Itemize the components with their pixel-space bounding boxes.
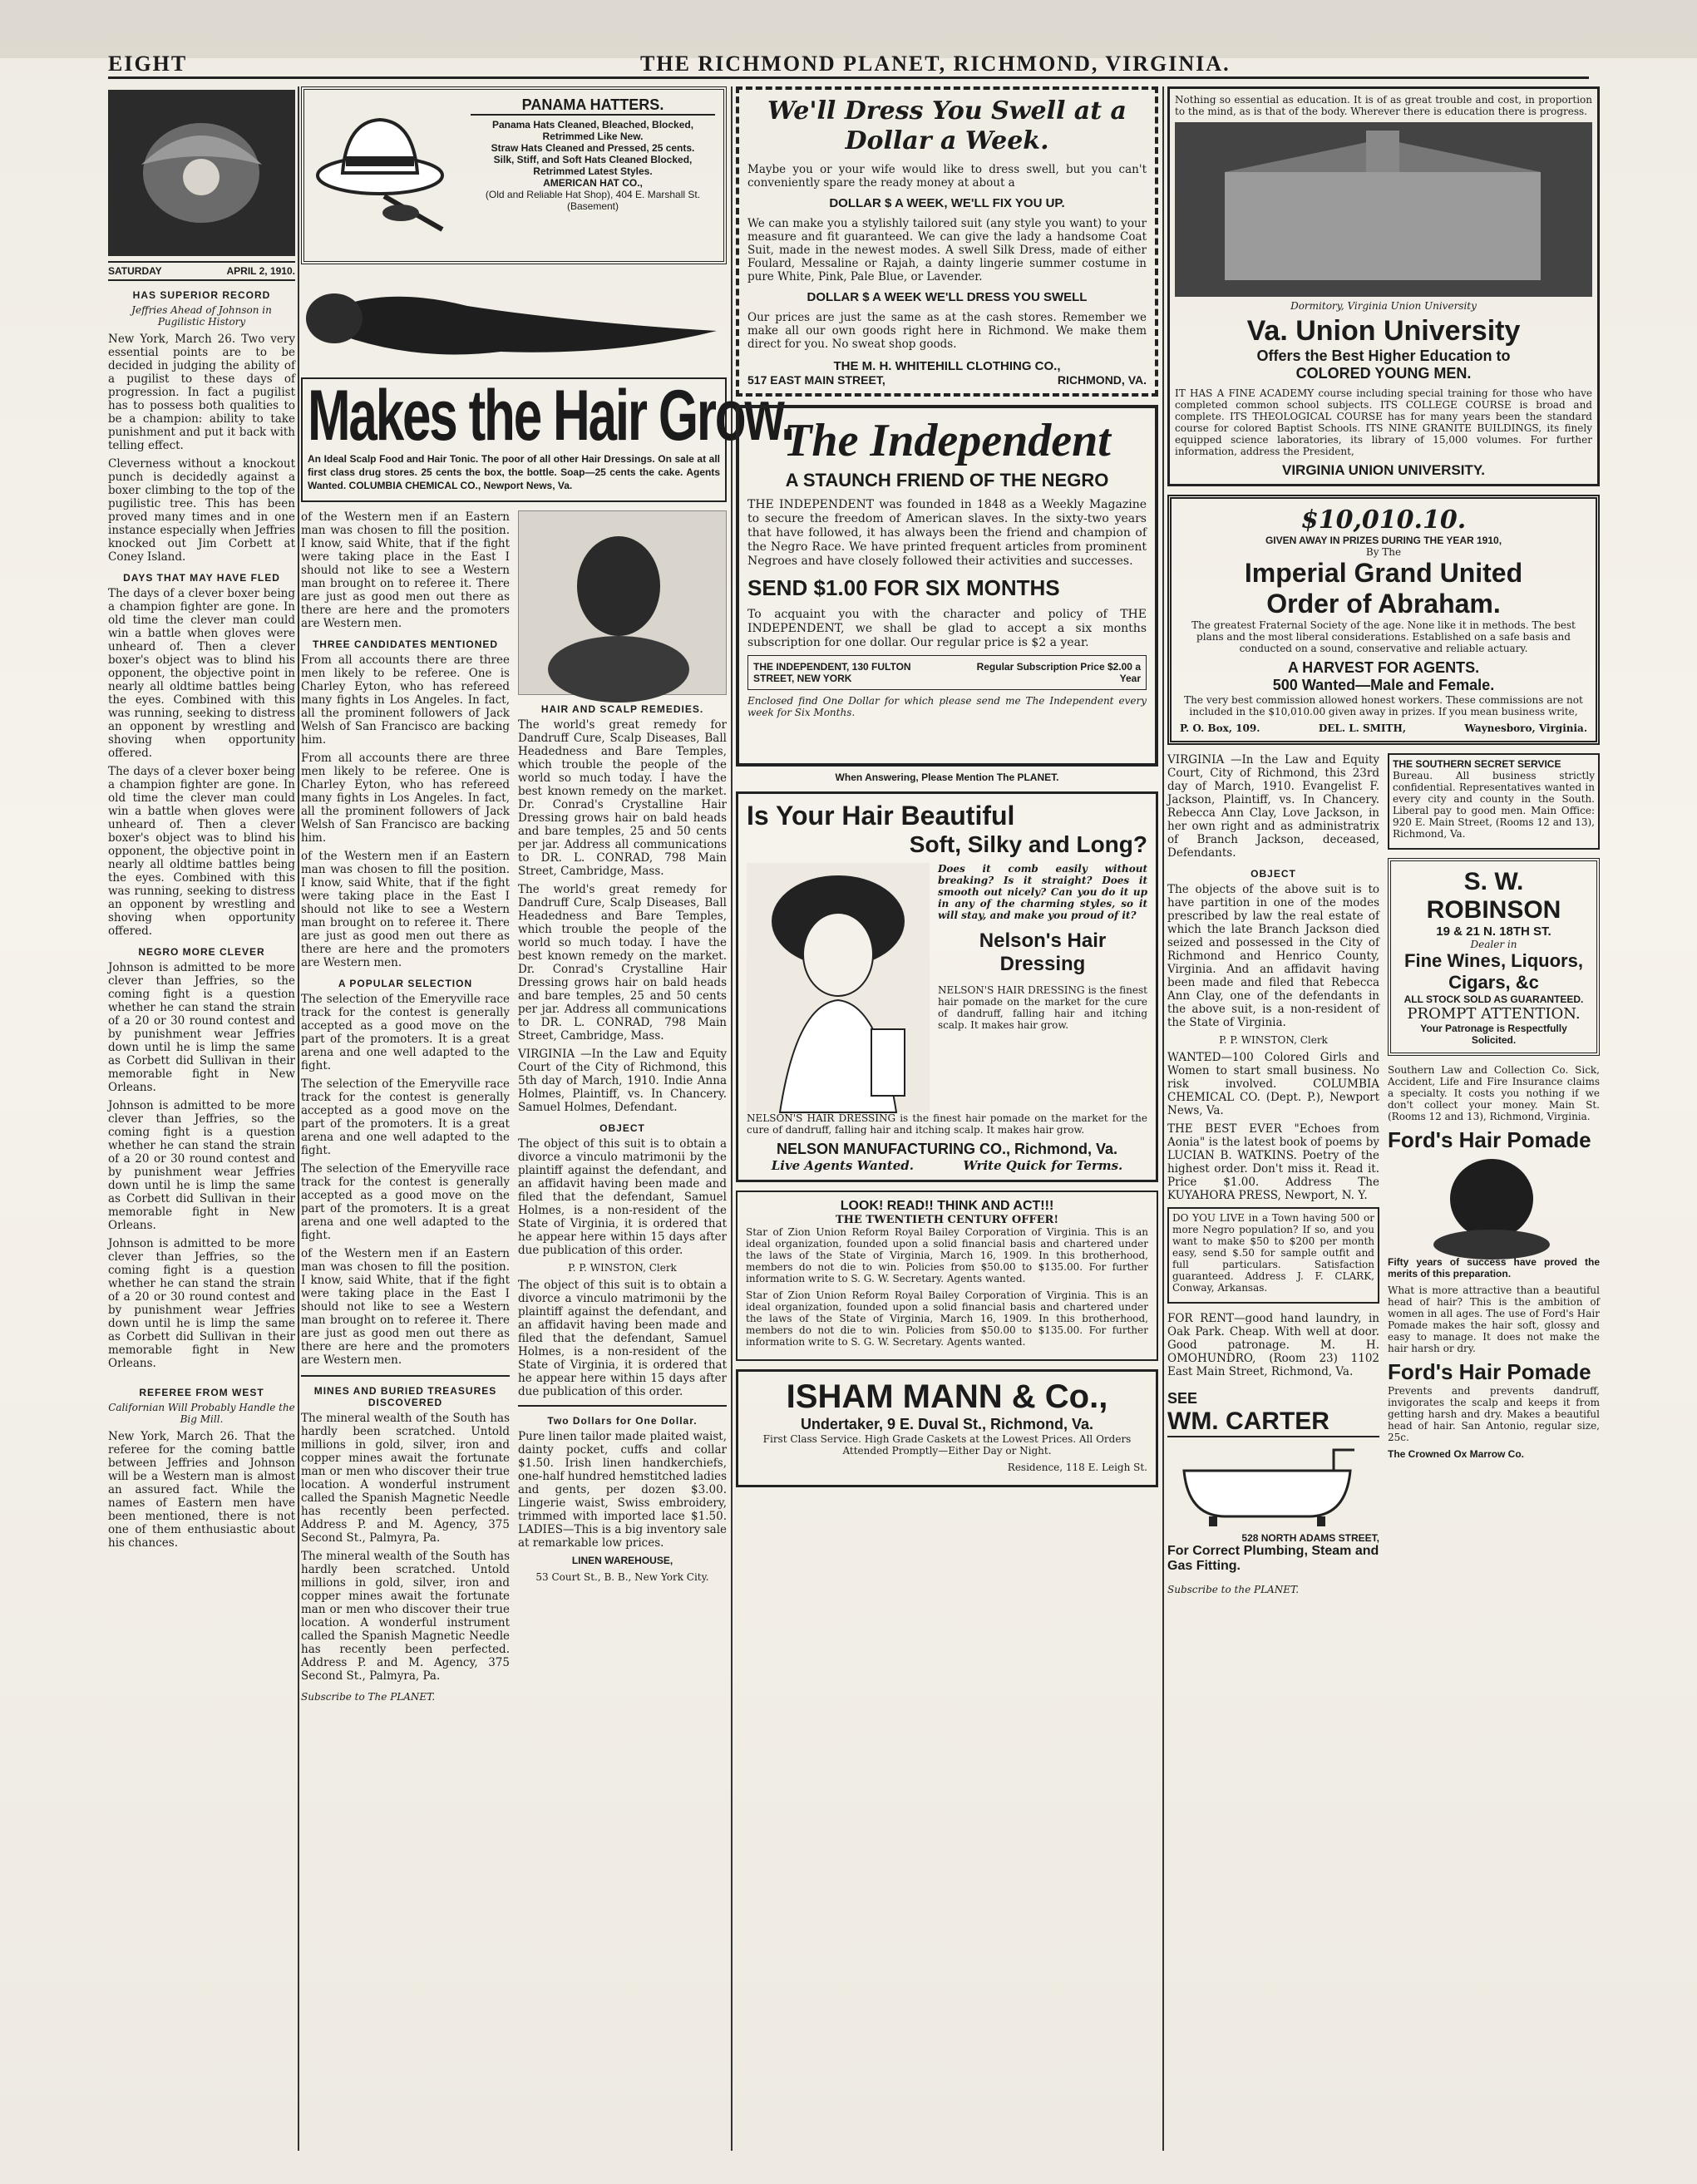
imperial-order-ad bbox=[1167, 495, 1600, 745]
university-text: IT HAS A FINE ACADEMY course including special training for those who have completed common school subjects. ITS COLLEGE COURSE is broad and complete. ITS THEOLOGICAL COURSE has for many years been the standard course for colored Baptist Schools. ITS NINE GRANITE BUILDINGS, its finely equipped science laboratories, its library of 15,000 volumes. For further information, address the President, bbox=[1175, 387, 1592, 457]
section-heading: HAIR AND SCALP REMEDIES. bbox=[540, 703, 704, 715]
ad-line: Silk, Stiff, and Soft Hats Cleaned Blocked, Retrimmed Latest Styles. bbox=[493, 154, 693, 177]
article-paragraph: The selection of the Emeryville race track for the contest is generally accepted as a good move on the part of the promoters. It is a great arena and one well adapted to the fight. bbox=[301, 1077, 510, 1157]
robinson-ad bbox=[1388, 858, 1600, 1056]
article-paragraph: New York, March 26. Two very essential points are to be decided in judging the ability of a pugilist to these days of progression. In fact a pugilist has to possess both qualities to be a champion: ability to take punishment and put it back with telling effect. bbox=[108, 333, 295, 452]
ad-text: The world's great remedy for Dandruff Cure, Scalp Diseases, Ball Headedness and Bare Temples, which trouble the people of the world so much today. I have the best known remedy on the market. Dr. Conrad's Crystalline Hair Dressing grows hair on bald heads and bare temples, 25 and 50 cents per jar. Address all communications to DR. L. CONRAD, 798 Main Street, Cambridge, Mass. bbox=[518, 718, 727, 878]
article-paragraph: Johnson is admitted to be more clever than Jeffries, so the coming fight is a question whether he can stand the strain of a 20 or 30 round contest and by punishment wear Jeffries down until he is limp the same as Corbett did Sullivan in their memorable fight in New Orleans. bbox=[108, 1099, 295, 1232]
classified: WANTED—100 Colored Girls and Women to start small business. No risk involved. COLUMBIA CHEMICAL CO. (Dept. P.), Newport News, Va. bbox=[1167, 1051, 1379, 1117]
article-paragraph: The mineral wealth of the South has hardly been scratched. Untold millions in gold, silver, iron and copper mines await the fortunate man or men who discover their true location. A wonderful instrument called the Spanish Magnetic Needle has recently been perfected. Address P. and M. Agency, 375 Second St., Palmyra, Pa. bbox=[301, 1412, 510, 1545]
isham-sub: Undertaker, 9 E. Duval St., Richmond, Va. bbox=[800, 1416, 1094, 1432]
ad-subheadline: THE TWENTIETH CENTURY OFFER! bbox=[835, 1214, 1059, 1226]
university-sign: VIRGINIA UNION UNIVERSITY. bbox=[1281, 462, 1485, 478]
article-paragraph: of the Western men if an Eastern man was chosen to fill the position. I know, said White, that if the fight were taking place in the East I should not like to see a Western man brought on to referee it. There are just as good men out there as there are here and the promoters are Western men. bbox=[301, 850, 510, 969]
ad-address: (Old and Reliable Hat Shop), 404 E. Marshall St. (Basement) bbox=[485, 189, 701, 212]
ad-street: 517 EAST MAIN STREET, bbox=[747, 373, 885, 387]
column-1 bbox=[108, 86, 295, 2151]
carter-tag: For Correct Plumbing, Steam and Gas Fitting. bbox=[1167, 1544, 1379, 1573]
ad-title: PANAMA HATTERS. bbox=[471, 96, 715, 116]
ad-city: RICHMOND, VA. bbox=[1057, 373, 1147, 387]
page-number: EIGHT bbox=[108, 52, 188, 76]
see-label: SEE bbox=[1167, 1390, 1198, 1407]
nelson-company: NELSON MANUFACTURING CO., Richmond, Va. bbox=[776, 1141, 1118, 1157]
independent-title: The Independent bbox=[783, 415, 1111, 466]
classified: DO YOU LIVE in a Town having 500 or more Negro population? If so, and you want to make $50 to $200 per month easy, send $.50 for sample outfit and full particulars. Satisfaction guaranteed. Address J. F. CLARK, Conway, Arkansas. bbox=[1172, 1212, 1374, 1294]
article-paragraph: The days of a clever boxer being a champion fighter are gone. In old time the clever man could win a battle when gloves were unheard of. Then a clever boxer's object was to blind his opponent, the objective point in nearly all oldtime battles being the eyes. Combined with this was running, seeking to distress an opponent by wrestling and shoving when opportunity offered. bbox=[108, 587, 295, 760]
article-paragraph: The days of a clever boxer being a champion fighter are gone. In old time the clever man could win a battle when gloves were unheard of. Then a clever boxer's object was to blind his opponent, the objective point in nearly all oldtime battles being the eyes. Combined with this was running, seeking to distress an opponent by wrestling and shoving when opportunity offered. bbox=[108, 765, 295, 938]
col2-right bbox=[518, 510, 727, 1708]
column-3 bbox=[736, 86, 1158, 2151]
ad-text: THE INDEPENDENT was founded in 1848 as a Weekly Magazine to secure the freedom of American slaves. In the sixty-two years that have followed, it has always been the friend and champion of the Negro Race. We have printed frequent articles from prominent Negroes and have closely followed their activities and successes. bbox=[747, 498, 1147, 568]
section-heading: Two Dollars for One Dollar. bbox=[547, 1415, 698, 1427]
classified: FOR RENT—good hand laundry, in Oak Park. Cheap. With well at door. Good patronage. M. H. OMOHUNDRO, (Room 23) 1102 East Main Street, Richmond, Va. bbox=[1167, 1312, 1379, 1378]
ad-text: Bureau. All business strictly confidential. Representatives wanted in every city and county in the South. Liberal pay to good men. Main Office: 920 E. Main Street, (Rooms 12 and 13), Richmond, Va. bbox=[1393, 770, 1595, 840]
prize-by: By The bbox=[1365, 546, 1402, 558]
bathtub-icon bbox=[1167, 1437, 1367, 1529]
legal-text: The objects of the above suit is to have partition in one of the modes prescribed by law the real estate of which the late Branch Jackson died seized and possessed in the City of Richmond and Henrico County, Virginia. And an affidavit having been made and filed that Rebecca Ann Clay, one of the defendants in the above suit, is a non-resident of the State of Virginia. bbox=[1167, 883, 1379, 1029]
notice-object: OBJECT bbox=[1251, 868, 1296, 880]
ad-text: Our prices are just the same as at the cash stores. Remember we make all our own goods right here in Richmond. We make them direct for you. No sweat shop goods. bbox=[747, 311, 1147, 351]
prize-amount: $10,010.10. bbox=[1300, 505, 1467, 535]
contact-town: Waynesboro, Virginia. bbox=[1464, 722, 1587, 734]
masthead-illustration bbox=[108, 90, 295, 256]
ad-address bbox=[747, 373, 1147, 387]
section-heading: MINES AND BURIED TREASURES DISCOVERED bbox=[313, 1385, 497, 1408]
article-paragraph: From all accounts there are three men likely to be referee. One is Charley Eyton, who has refereed many fights in Los Angeles. In fact, all the prominent followers of Jack Welsh of San Francisco are backing him. bbox=[301, 752, 510, 845]
article-paragraph: Johnson is admitted to be more clever than Jeffries, so the coming fight is a question whether he can stand the strain of a 20 or 30 round contest and by punishment wear Jeffries down until he is limp the same as Corbett did Sullivan in their memorable fight in New Orleans. bbox=[108, 961, 295, 1094]
ad-headline: Dollar a Week. bbox=[845, 126, 1049, 155]
subheadline: Jeffries Ahead of Johnson in Pugilistic History bbox=[131, 304, 272, 328]
woman-portrait-icon bbox=[747, 863, 930, 1112]
order-contact bbox=[1180, 722, 1587, 734]
section-heading: DAYS THAT MAY HAVE FLED bbox=[123, 572, 280, 584]
carter-name: WM. CARTER bbox=[1167, 1408, 1379, 1437]
head-silhouette-icon bbox=[1388, 1153, 1596, 1253]
clerk-sign: P. P. WINSTON, Clerk bbox=[1219, 1034, 1328, 1046]
hair-illustration bbox=[301, 273, 727, 372]
wanted-line: 500 Wanted—Male and Female. bbox=[1272, 677, 1495, 693]
ford-headline: Ford's Hair Pomade bbox=[1388, 1127, 1591, 1152]
photo-caption: Dormitory, Virginia Union University bbox=[1290, 300, 1477, 312]
ad-company: AMERICAN HAT CO., bbox=[543, 177, 643, 189]
ad-headline: LOOK! READ!! THINK AND ACT!!! bbox=[840, 1199, 1054, 1213]
nelson-text: NELSON'S HAIR DRESSING is the finest hair pomade on the market for the cure of dandruff, falling hair and itching scalp. It makes hair grow. bbox=[938, 984, 1147, 1031]
independent-offer: SEND $1.00 FOR SIX MONTHS bbox=[747, 575, 1060, 600]
po-box: P. O. Box, 109. bbox=[1180, 722, 1260, 734]
ad-tagline: DOLLAR $ A WEEK WE'LL DRESS YOU SWELL bbox=[807, 290, 1088, 304]
portrait-icon bbox=[519, 511, 726, 694]
headline: HAS SUPERIOR RECORD bbox=[132, 289, 271, 301]
subheadline: Californian Will Probably Handle the Big Mill. bbox=[108, 1402, 295, 1425]
whitehill-ad bbox=[736, 86, 1158, 397]
intro-text: Nothing so essential as education. It is of as great trouble and cost, in proportion to the mind, as is that of the body. Wherever there is education there is progress. bbox=[1175, 94, 1592, 117]
ad-text: We can make you a stylishly tailored suit (any style you want) to your measure and fit guaranteed. We can give the lady a handsome Coat Suit, made in the newest modes. A swell Silk Dress, made of either Foulard, Messaline or Rajah, a dainty lingerie summer costume in pure White, Pink, Pale Blue, or Lavender. bbox=[747, 217, 1147, 283]
order-name: Order of Abraham. bbox=[1266, 589, 1501, 619]
contact-name: DEL. L. SMITH, bbox=[1318, 722, 1406, 734]
section-heading: THREE CANDIDATES MENTIONED bbox=[312, 638, 499, 650]
article-paragraph: New York, March 26. That the referee for the coming battle between Jeffries and Johnson will be a Western man is almost an assured fact. While the names of Eastern men have been mentioned, there is not one of them enthusiastic about his chances. bbox=[108, 1430, 295, 1550]
nelson-headline: Soft, Silky and Long? bbox=[909, 831, 1147, 857]
twentieth-century-ad bbox=[736, 1191, 1158, 1361]
nelson-product: Nelson's Hair Dressing bbox=[979, 929, 1107, 975]
date: APRIL 2, 1910. bbox=[226, 265, 295, 277]
town-ad bbox=[1167, 1207, 1379, 1304]
masthead bbox=[108, 52, 1589, 79]
robinson-stock: ALL STOCK SOLD AS GUARANTEED. bbox=[1403, 993, 1584, 1005]
ad-text: An Ideal Scalp Food and Hair Tonic. The poor of all other Hair Dressings. On sale at all first class drug stores. 25 cents the box, the bottle. Soap—25 cents the cake. Agents Wanted. COLUMBIA CHEMICAL CO., Newport News, Va. bbox=[308, 453, 720, 491]
write-quick: Write Quick for Terms. bbox=[963, 1158, 1123, 1173]
legal-text: The object of this suit is to obtain a divorce a vinculo matrimonii by the plaintiff against the defendant, and an affidavit having been made and filed that the defendant, Samuel Holmes, is a non-resident of the State of Virginia, it is ordered that he appear here within 15 days after due publication of this order. bbox=[518, 1279, 727, 1398]
robinson-goods: Fine Wines, Liquors, Cigars, &c bbox=[1404, 950, 1583, 993]
university-sub: Offers the Best Higher Education to bbox=[1256, 348, 1511, 364]
isham-name: ISHAM MANN & Co., bbox=[786, 1378, 1108, 1415]
col4-left bbox=[1167, 753, 1379, 1600]
notice-object: OBJECT bbox=[599, 1122, 645, 1134]
article-paragraph: of the Western men if an Eastern man was chosen to fill the position. I know, said White, that if the fight were taking place in the East I should not like to see a Western man brought on to referee it. There are just as good men out there as there are here and the promoters are Western men. bbox=[301, 510, 510, 630]
isham-text: First Class Service. High Grade Caskets at the Lowest Prices. All Orders Attended Promptly—Either Day or Night. bbox=[762, 1433, 1132, 1457]
col4-right bbox=[1388, 753, 1600, 1600]
subscription-coupon bbox=[747, 655, 1147, 690]
article-paragraph: The selection of the Emeryville race track for the contest is generally accepted as a good move on the part of the promoters. It is a great arena and one well adapted to the fight. bbox=[301, 1162, 510, 1242]
column-rule bbox=[1162, 86, 1164, 2151]
panama-hatters-ad bbox=[301, 86, 727, 264]
subscribe-note: Subscribe to The PLANET. bbox=[301, 1691, 436, 1703]
eagle-emblem-icon bbox=[108, 90, 295, 256]
col2-split bbox=[301, 510, 727, 1708]
ad-text: Star of Zion Union Reform Royal Bailey Corporation of Virginia. This is an ideal organization, founded upon a solid financial basis and chartered under the laws of the State of Virginia, March 16, 1909. In this brotherhood, members do not die to win. Policies from $50.00 to $135.00. For further information write to S. G. W. Secretary. Agents wanted. bbox=[746, 1289, 1148, 1348]
ad-line: Straw Hats Cleaned and Pressed, 25 cents. bbox=[491, 142, 695, 154]
classified: THE BEST EVER "Echoes from Aonia" is the latest book of poems by LUCIAN B. WATKINS. Poetry of the highest order. Don't miss it. Read it. Price $1.00. Address The KUYAHORA PRESS, Newport, N. Y. bbox=[1167, 1122, 1379, 1202]
col4-split bbox=[1167, 753, 1600, 1600]
prize-line: GIVEN AWAY IN PRIZES DURING THE YEAR 1910, bbox=[1265, 535, 1502, 546]
coupon-text: Enclosed find One Dollar for which please send me The Independent every week for Six Months. bbox=[747, 695, 1147, 718]
article-paragraph: Cleverness without a knockout punch is decidedly against a boxer climbing to the top of the pugilistic tree. This has been proved many times and in one instance especially when Jeffries knocked out Jim Corbett at Coney Island. bbox=[108, 457, 295, 564]
harvest-line: A HARVEST FOR AGENTS. bbox=[1287, 659, 1480, 676]
ford-company: The Crowned Ox Marrow Co. bbox=[1388, 1448, 1525, 1460]
secret-service-ad bbox=[1388, 753, 1600, 850]
ad-text: Maybe you or your wife would like to dress swell, but you can't conveniently spare the ready money at about a bbox=[747, 163, 1147, 190]
isham-mann-ad bbox=[736, 1369, 1158, 1487]
ford-text: What is more attractive than a beautiful head of hair? This is the ambition of women in all ages. The use of Ford's Hair Pomade makes the hair soft, glossy and easy to manage. It does not make the hair harsh or dry. bbox=[1388, 1284, 1600, 1354]
nelson-text: NELSON'S HAIR DRESSING is the finest hair pomade on the market for the cure of dandruff, falling hair and itching scalp. It makes hair grow. bbox=[747, 1112, 1147, 1136]
subscribe-note: Subscribe to the PLANET. bbox=[1167, 1584, 1300, 1595]
ad-address: 53 Court St., B. B., New York City. bbox=[535, 1571, 709, 1583]
independent-ad bbox=[736, 405, 1158, 767]
article-paragraph: Johnson is admitted to be more clever than Jeffries, so the coming fight is a question whether he can stand the strain of a 20 or 30 round contest and by punishment wear Jeffries down until he is limp the same as Corbett did Sullivan in their memorable fight in New Orleans. bbox=[108, 1237, 295, 1370]
classified: Southern Law and Collection Co. Sick, Accident, Life and Fire Insurance claims a specialty. It costs you nothing if we don't collect your money. Main St. (Rooms 12 and 13), Richmond, Virginia. bbox=[1388, 1064, 1600, 1122]
ad-text: Star of Zion Union Reform Royal Bailey Corporation of Virginia. This is an ideal organization, founded upon a solid financial basis and chartered under the laws of the State of Virginia, March 16, 1909. In this brotherhood, members do not die to win. Policies from $50.00 to $135.00. For further information write to S. G. W. Secretary. Agents wanted. bbox=[746, 1226, 1148, 1284]
clerk-sign: P. P. WINSTON, Clerk bbox=[568, 1262, 677, 1274]
column-rule bbox=[298, 86, 299, 2151]
ad-company: LINEN WAREHOUSE, bbox=[571, 1555, 673, 1566]
ford-sub: Fifty years of success have proved the merits of this preparation. bbox=[1388, 1256, 1600, 1279]
legal-notice: VIRGINIA —In the Law and Equity Court, City of Richmond, this 23rd day of March, 1910. Evangelist F. Jackson, Plaintiff, vs. In Chancery. Rebecca Ann Clay, Love Jackson, in her own right and as administratrix of Branch Jackson, deceased, Defendants. bbox=[1167, 753, 1379, 860]
section-heading: NEGRO MORE CLEVER bbox=[138, 946, 265, 958]
legal-text: The object of this suit is to obtain a divorce a vinculo matrimonii by the plaintiff against the defendant, and an affidavit having been made and filed that the defendant, Samuel Holmes, is a non-resident of the State of Virginia, it is ordered that he appear here within 15 days after due publication of this order. bbox=[518, 1137, 727, 1257]
date-day: SATURDAY bbox=[108, 265, 162, 277]
ad-tagline: DOLLAR $ A WEEK, WE'LL FIX YOU UP. bbox=[829, 196, 1065, 210]
order-text: The very best commission allowed honest workers. These commissions are not included in the $10,010.00 given away in prizes. If you mean business write, bbox=[1184, 694, 1583, 717]
section-heading: A POPULAR SELECTION bbox=[338, 978, 473, 989]
nelson-questions: Does it comb easily without breaking? Is it straight? Does it smooth out nicely? Can you do it up in any of the charming styles, so it will stay, and make you proud of it? bbox=[938, 863, 1147, 921]
coupon-price: Regular Subscription Price $2.00 a Year bbox=[976, 661, 1141, 684]
ford-headline: Ford's Hair Pomade bbox=[1388, 1359, 1591, 1384]
robinson-address: 19 & 21 N. 18TH ST. bbox=[1436, 924, 1551, 939]
ad-text: Pure linen tailor made plaited waist, dainty pocket, cuffs and collar $1.50. Irish linen handkerchiefs, one-half hundred hemstitched ladies and gents, per dozen $3.00. Lingerie waist, Swiss embroidery, trimmed with imported lace $1.50. LADIES—This is a big inventory sale at remarkable low prices. bbox=[518, 1430, 728, 1550]
virginia-union-ad bbox=[1167, 86, 1600, 486]
column-2 bbox=[301, 86, 794, 2151]
ad-headline: We'll Dress You Swell at a bbox=[767, 96, 1127, 126]
mention-note: When Answering, Please Mention The PLANET. bbox=[835, 772, 1059, 783]
legal-notice: VIRGINIA —In the Law and Equity Court of the City of Richmond, this 5th day of March, 1910. Indie Anna Holmes, Plaintiff, vs. In Chancery. Samuel Holmes, Defendant. bbox=[518, 1048, 727, 1114]
hair-grow-ad bbox=[301, 376, 794, 502]
portrait-photo bbox=[518, 510, 727, 695]
col2-left bbox=[301, 510, 510, 1708]
ad-line: Panama Hats Cleaned, Bleached, Blocked, Retrimmed Like New. bbox=[491, 119, 694, 142]
ad-headline: THE SOUTHERN SECRET SERVICE bbox=[1393, 758, 1561, 770]
agents-wanted: Live Agents Wanted. bbox=[771, 1158, 914, 1173]
university-sub: COLORED YOUNG MEN. bbox=[1295, 365, 1472, 382]
scan-top-strip bbox=[0, 0, 1697, 58]
dateline bbox=[108, 261, 295, 281]
order-name: Imperial Grand United bbox=[1244, 558, 1523, 588]
order-text: The greatest Fraternal Society of the age. None like it in methods. The best plans and the most liberal considerations. Established on a safe basis and conducted on a sound, conservative and reliable actuary. bbox=[1191, 619, 1576, 654]
article-paragraph: The mineral wealth of the South has hardly been scratched. Untold millions in gold, silver, iron and copper mines await the fortunate man or men who discover their true location. A wonderful instrument called the Spanish Magnetic Needle has recently been perfected. Address P. and M. Agency, 375 Second St., Palmyra, Pa. bbox=[301, 1550, 510, 1683]
paper-title: THE RICHMOND PLANET, RICHMOND, VIRGINIA. bbox=[640, 52, 1231, 76]
robinson-patron: Your Patronage is Respectfully Solicited. bbox=[1420, 1023, 1567, 1046]
nelson-footer bbox=[747, 1158, 1147, 1173]
building-icon bbox=[1175, 122, 1592, 297]
hair-grow-headline: Makes the Hair Grow. bbox=[308, 376, 794, 456]
hair-grow-headline-wrap bbox=[308, 376, 794, 456]
nelson-body bbox=[747, 863, 1147, 1112]
isham-residence: Residence, 118 E. Leigh St. bbox=[1007, 1462, 1147, 1473]
nelson-headline: Is Your Hair Beautiful bbox=[747, 801, 1015, 831]
robinson-dealer: Dealer in bbox=[1470, 939, 1517, 950]
dormitory-photo bbox=[1175, 122, 1592, 297]
ford-text: Prevents and prevents dandruff, invigorates the scalp and keeps it from getting harsh and dry. Makes a beautiful head of hair. San Antonio, regular size, 25c. bbox=[1388, 1385, 1600, 1443]
university-title: Va. Union University bbox=[1246, 315, 1521, 347]
section-heading: REFEREE FROM WEST bbox=[139, 1387, 264, 1398]
independent-subtitle: A STAUNCH FRIEND OF THE NEGRO bbox=[785, 470, 1109, 491]
ad-company: THE M. H. WHITEHILL CLOTHING CO., bbox=[833, 359, 1061, 373]
article-paragraph: From all accounts there are three men likely to be referee. One is Charley Eyton, who has refereed many fights in Los Angeles. In fact, all the prominent followers of Jack Welsh of San Francisco are backing him. bbox=[301, 653, 510, 747]
article-paragraph: of the Western men if an Eastern man was chosen to fill the position. I know, said White, that if the fight were taking place in the East I should not like to see a Western man brought on to referee it. There are just as good men out there as there are here and the promoters are Western men. bbox=[301, 1247, 510, 1367]
ad-text: To acquaint you with the character and policy of THE INDEPENDENT, we shall be glad to accept a six months subscription for one dollar. Our regular price is $2 a year. bbox=[747, 608, 1147, 649]
nelson-ad bbox=[736, 791, 1158, 1182]
article-paragraph: The selection of the Emeryville race track for the contest is generally accepted as a good move on the part of the promoters. It is a great arena and one well adapted to the fight. bbox=[301, 993, 510, 1072]
robinson-prompt: PROMPT ATTENTION. bbox=[1407, 1005, 1581, 1023]
coupon-address: THE INDEPENDENT, 130 FULTON STREET, NEW YORK bbox=[753, 661, 911, 684]
hat-illustration-icon bbox=[309, 96, 451, 238]
column-4 bbox=[1167, 86, 1600, 2151]
robinson-name: S. W. ROBINSON bbox=[1426, 868, 1561, 924]
long-hair-icon bbox=[301, 273, 727, 372]
ad-text: The world's great remedy for Dandruff Cure, Scalp Diseases, Ball Headedness and Bare Temples, which trouble the people of the world so much today. I have the best known remedy on the market. Dr. Conrad's Crystalline Hair Dressing grows hair on bald heads and bare temples, 25 and 50 cents per jar. Address all communications to DR. L. CONRAD, 798 Main Street, Cambridge, Mass. bbox=[518, 883, 727, 1043]
carter-address: 528 NORTH ADAMS STREET, bbox=[1241, 1532, 1379, 1544]
